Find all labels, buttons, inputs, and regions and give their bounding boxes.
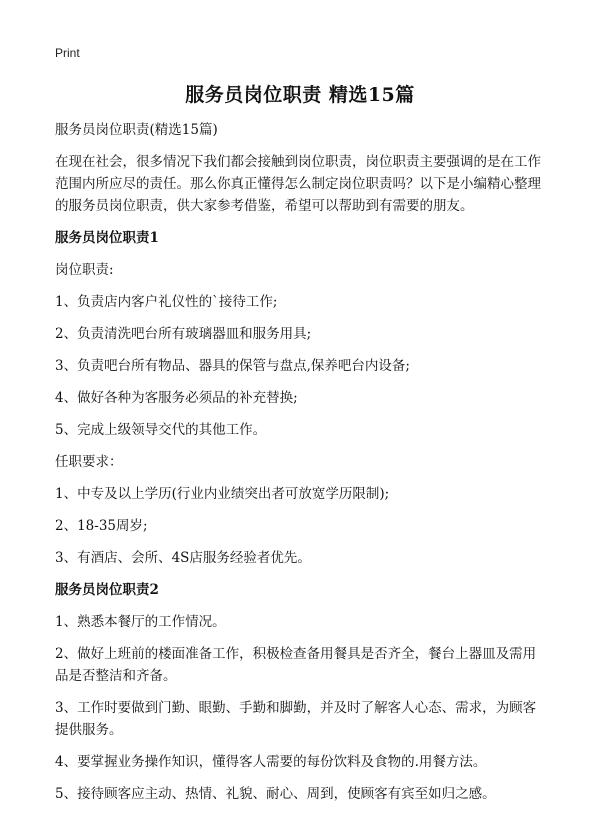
section2-item-5: 5、接待顾客应主动、热情、礼貌、耐心、周到，使顾客有宾至如归之感。 [55, 786, 496, 802]
document-subtitle: 服务员岗位职责(精选15篇) [55, 122, 218, 138]
requirements-label: 任职要求： [55, 454, 123, 470]
section2-item-1: 1、熟悉本餐厅的工作情况。 [55, 614, 226, 630]
requirement-item-1: 1、中专及以上学历(行业内业绩突出者可放宽学历限制); [55, 486, 390, 502]
document-body [55, 119, 545, 805]
requirement-item-3: 3、有酒店、会所、4S店服务经验者优先。 [55, 550, 311, 566]
document-title: 服务员岗位职责 精选15篇 [185, 84, 415, 106]
duty-item-5: 5、完成上级领导交代的其他工作。 [55, 422, 267, 438]
intro-paragraph: 在现在社会，很多情况下我们都会接触到岗位职责，岗位职责主要强调的是在工作范围内所应尽的责任。那么你真正懂得怎么制定岗位职责吗？以下是小编精心整理的服务员岗位职责，供大家参考借鉴，希望可以帮助到有需要的朋友。 [55, 154, 541, 214]
section2-item-3: 3、工作时要做到门勤、眼勤、手勤和脚勤，并及时了解客人心态、需求，为顾客提供服务。 [55, 700, 537, 738]
duties-label: 岗位职责: [55, 262, 114, 278]
print-label: Print [55, 46, 80, 60]
duty-item-4: 4、做好各种为客服务必须品的补充替换; [55, 390, 298, 406]
duty-item-2: 2、负责清洗吧台所有玻璃器皿和服务用具; [55, 326, 312, 342]
duty-item-1: 1、负责店内客户礼仪性的`接待工作; [55, 294, 278, 310]
section-heading-2: 服务员岗位职责2 [55, 582, 159, 598]
duty-item-3: 3、负责吧台所有物品、器具的保管与盘点,保养吧台内设备; [55, 358, 410, 374]
section-heading-1: 服务员岗位职责1 [55, 230, 159, 246]
section2-item-4: 4、要掌握业务操作知识，懂得客人需要的每份饮料及食物的.用餐方法。 [55, 754, 487, 770]
section2-item-2: 2、做好上班前的楼面准备工作，积极检查备用餐具是否齐全，餐台上器皿及需用品是否整洁和齐备。 [55, 646, 537, 684]
requirement-item-2: 2、18-35周岁; [55, 518, 148, 534]
